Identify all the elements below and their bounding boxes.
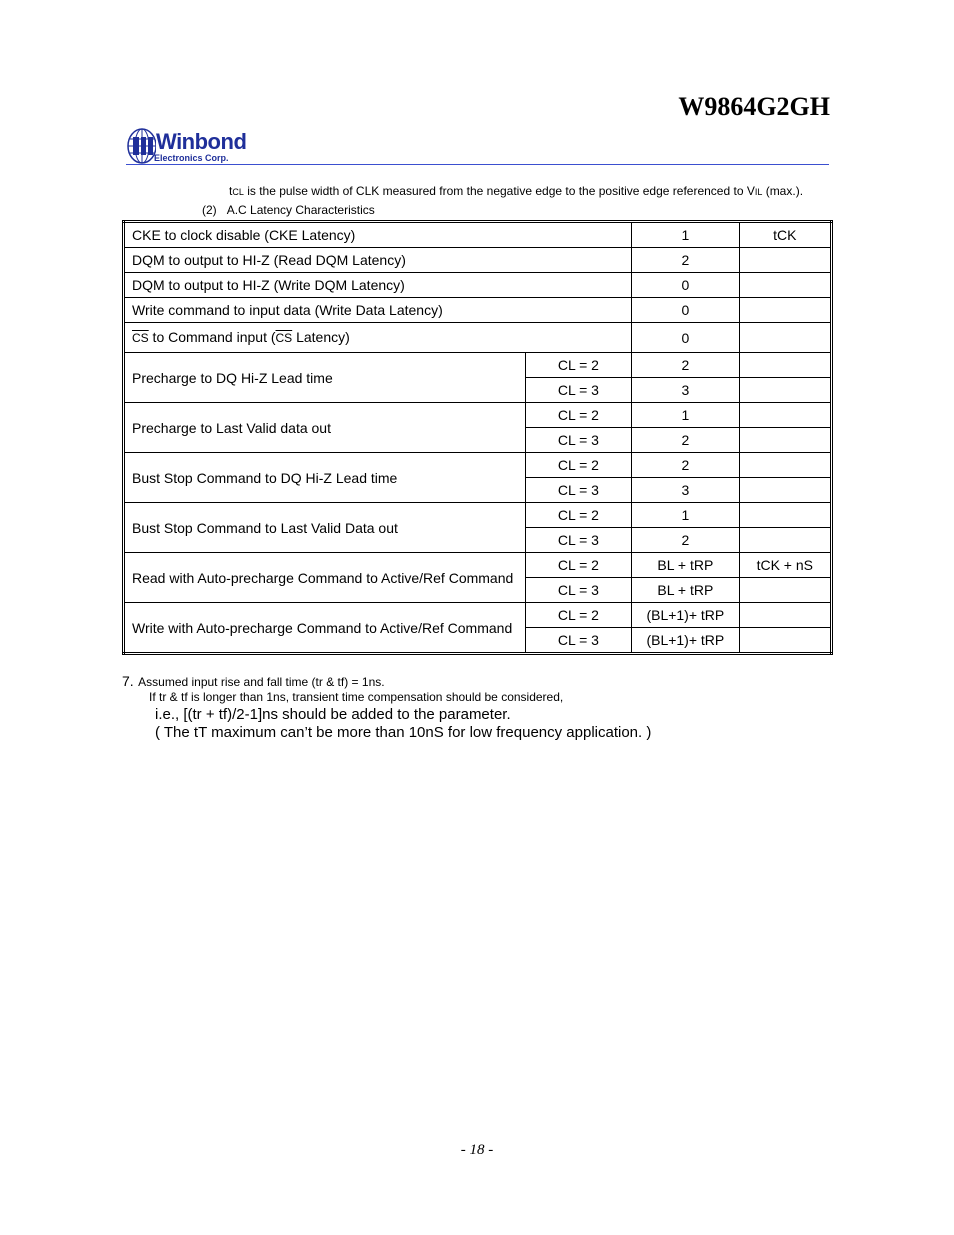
value-cell: (BL+1)+ tRP	[632, 603, 739, 628]
vil-subscript: IL	[754, 187, 763, 197]
unit-cell	[739, 453, 831, 478]
value-cell: (BL+1)+ tRP	[632, 628, 739, 654]
cl-cell: CL = 3	[525, 378, 631, 403]
footnote-line-3: i.e., [(tr + tf)/2-1]ns should be added to the parameter.	[155, 706, 511, 723]
value-cell: 3	[632, 478, 739, 503]
unit-cell	[739, 248, 831, 273]
footnote-line-2: If tr & tf is longer than 1ns, transient time compensation should be considered,	[149, 690, 564, 704]
value-cell: 2	[632, 453, 739, 478]
unit-cell	[739, 603, 831, 628]
unit-cell	[739, 628, 831, 654]
globe-icon	[126, 126, 156, 164]
unit-cell	[739, 578, 831, 603]
value-cell: BL + tRP	[632, 553, 739, 578]
cl-cell: CL = 2	[525, 453, 631, 478]
value-cell: 2	[632, 428, 739, 453]
param-cell: DQM to output to HI-Z (Write DQM Latency)	[124, 273, 632, 298]
logo-wordmark: Winbond	[156, 129, 247, 154]
param-cell: Precharge to DQ Hi-Z Lead time	[124, 353, 526, 403]
table-row	[124, 222, 832, 248]
value-cell: 1	[632, 503, 739, 528]
tcl-text: is the pulse width of CLK measured from the negative edge to the positive edge referenced to V	[243, 184, 755, 198]
cl-cell: CL = 2	[525, 553, 631, 578]
section-title: A.C Latency Characteristics	[226, 203, 375, 217]
table-row	[124, 353, 832, 378]
footnote-line-4: ( The tT maximum can’t be more than 10nS for low frequency application. )	[155, 724, 652, 741]
unit-cell	[739, 378, 831, 403]
unit-cell: tCK + nS	[739, 553, 831, 578]
tcl-note	[229, 184, 803, 199]
unit-cell	[739, 478, 831, 503]
param-cell: CKE to clock disable (CKE Latency)	[124, 222, 632, 248]
cl-cell: CL = 3	[525, 528, 631, 553]
param-cell: DQM to output to HI-Z (Read DQM Latency)	[124, 248, 632, 273]
footnote-7	[122, 673, 385, 691]
unit-cell	[739, 503, 831, 528]
cl-cell: CL = 3	[525, 478, 631, 503]
unit-cell	[739, 273, 831, 298]
cs-bar-label: $\overline{CS}$	[132, 331, 149, 345]
unit-cell	[739, 353, 831, 378]
table-row	[124, 603, 832, 628]
unit-cell	[739, 323, 831, 353]
unit-cell	[739, 298, 831, 323]
cl-cell: CL = 2	[525, 603, 631, 628]
latency-table	[122, 220, 833, 655]
table-row	[124, 323, 832, 353]
footnote-number: 7.	[122, 673, 134, 689]
cl-cell: CL = 3	[525, 428, 631, 453]
section-heading	[202, 203, 375, 217]
winbond-logo	[126, 126, 256, 166]
table-row	[124, 248, 832, 273]
param-cell: Bust Stop Command to DQ Hi-Z Lead time	[124, 453, 526, 503]
param-cell	[124, 323, 632, 353]
cs-bar-label: $\overline{CS}$	[275, 331, 293, 345]
value-cell: 2	[632, 528, 739, 553]
param-cell: Write with Auto-precharge Command to Active/Ref Command	[124, 603, 526, 654]
cl-cell: CL = 2	[525, 353, 631, 378]
table-row	[124, 273, 832, 298]
param-cell: Precharge to Last Valid data out	[124, 403, 526, 453]
table-row	[124, 403, 832, 428]
param-cell: Write command to input data (Write Data Latency)	[124, 298, 632, 323]
value-cell: 1	[632, 222, 739, 248]
param-cell: Bust Stop Command to Last Valid Data out	[124, 503, 526, 553]
unit-cell	[739, 528, 831, 553]
table-row	[124, 453, 832, 478]
section-number: (2)	[202, 203, 217, 217]
part-number: W9864G2GH	[678, 92, 830, 121]
value-cell: 0	[632, 273, 739, 298]
cl-cell: CL = 3	[525, 578, 631, 603]
cs-param-mid: to Command input (	[148, 329, 276, 345]
unit-cell	[739, 403, 831, 428]
unit-cell: tCK	[739, 222, 831, 248]
table-row	[124, 503, 832, 528]
footnote-line-1: Assumed input rise and fall time (tr & tf) = 1ns.	[138, 675, 385, 689]
tcl-subscript: CL	[232, 187, 244, 197]
table-row	[124, 298, 832, 323]
vil-suffix: (max.).	[762, 184, 804, 198]
tcl-prefix: t	[229, 184, 233, 198]
value-cell: 3	[632, 378, 739, 403]
value-cell: 1	[632, 403, 739, 428]
value-cell: 2	[632, 353, 739, 378]
header-divider	[126, 164, 829, 165]
cs-param-end: Latency)	[292, 329, 350, 345]
value-cell: 2	[632, 248, 739, 273]
value-cell: 0	[632, 298, 739, 323]
cl-cell: CL = 2	[525, 403, 631, 428]
cl-cell: CL = 2	[525, 503, 631, 528]
value-cell: BL + tRP	[632, 578, 739, 603]
value-cell: 0	[632, 323, 739, 353]
param-cell: Read with Auto-precharge Command to Active/Ref Command	[124, 553, 526, 603]
page-number: - 18 -	[460, 1142, 494, 1158]
table-row	[124, 553, 832, 578]
unit-cell	[739, 428, 831, 453]
cl-cell: CL = 3	[525, 628, 631, 654]
logo-subtext: Electronics Corp.	[154, 153, 229, 163]
